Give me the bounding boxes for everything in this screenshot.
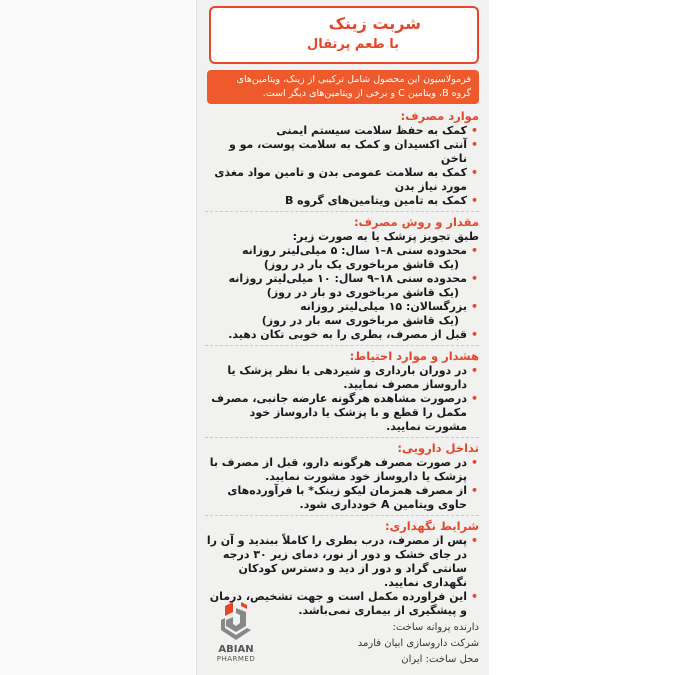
warnings-heading: هشدار و موارد احتیاط: bbox=[349, 349, 479, 363]
storage-item: • این فراورده مکمل است و جهت تشخیص، درمان و پیشگیری از بیماری نمی‌باشد. bbox=[205, 590, 479, 618]
interaction-item: • از مصرف همزمان لیکو زینک* با فرآورده‌های حاوی ویتامین A خودداری شود. bbox=[205, 484, 479, 512]
product-subtitle: با طعم پرتقال bbox=[307, 37, 399, 52]
dosage-item-note: (یک قاشق مرباخوری سه بار در روز) bbox=[261, 314, 459, 327]
left-background bbox=[0, 0, 196, 675]
product-leaflet bbox=[196, 0, 490, 675]
logo-subtitle: PHARMED bbox=[216, 655, 256, 663]
usage-item: • کمک به سلامت عمومی بدن و تامین مواد مغذی مورد نیاز بدن bbox=[205, 166, 479, 194]
divider bbox=[205, 437, 479, 438]
dosage-item: • بزرگسالان: ۱۵ میلی‌لیتر روزانه bbox=[205, 300, 479, 314]
usage-heading: موارد مصرف: bbox=[400, 109, 479, 123]
license-holder-label: دارنده پروانه ساخت: bbox=[392, 622, 479, 633]
warning-item: • درصورت مشاهده هرگونه عارضه جانبی، مصرف مکمل را قطع و با پزشک یا داروساز خود مشورت نمایید. bbox=[205, 392, 479, 434]
manufacturer-info bbox=[358, 620, 479, 668]
storage-heading: شرایط نگهداری: bbox=[385, 519, 479, 533]
place-of-manufacture: محل ساخت: ایران bbox=[401, 654, 479, 665]
dosage-item: • قبل از مصرف، بطری را به خوبی تکان دهید. bbox=[205, 328, 479, 342]
interaction-item: • در صورت مصرف هرگونه دارو، قبل از مصرف با پزشک یا داروساز خود مشورت نمایید. bbox=[205, 456, 479, 484]
dosage-intro: طبق تجویز پزشک یا به صورت زیر: bbox=[292, 230, 479, 243]
divider bbox=[205, 211, 479, 212]
divider bbox=[205, 345, 479, 346]
right-background bbox=[489, 0, 675, 675]
formulation-banner bbox=[207, 70, 479, 104]
abian-pharmed-logo bbox=[211, 598, 261, 670]
title-box bbox=[209, 6, 479, 64]
usage-item: • آنتی اکسیدان و کمک به سلامت پوست، مو و ناخن bbox=[205, 138, 479, 166]
usage-item: • کمک به حفظ سلامت سیستم ایمنی bbox=[205, 124, 479, 138]
dosage-item: • محدوده سنی ۸–۱ سال: ۵ میلی‌لیتر روزانه bbox=[205, 244, 479, 258]
interactions-heading: تداخل دارویی: bbox=[397, 441, 479, 455]
usage-item: • کمک به تامین ویتامین‌های گروه B bbox=[205, 194, 479, 208]
dosage-heading: مقدار و روش مصرف: bbox=[354, 215, 479, 229]
logo-wordmark: ABIAN bbox=[218, 644, 254, 655]
dosage-item-note: (یک قاشق مرباخوری دو بار در روز) bbox=[266, 286, 459, 299]
warning-item: • در دوران بارداری و شیردهی با نظر پزشک یا داروساز مصرف نمایید. bbox=[205, 364, 479, 392]
company-name: شرکت داروسازی ابیان فارمد bbox=[357, 638, 479, 649]
dosage-item-note: (یک قاشق مرباخوری یک بار در روز) bbox=[263, 258, 459, 271]
divider bbox=[205, 515, 479, 516]
logo-mark-icon bbox=[211, 598, 261, 644]
dosage-item: • محدوده سنی ۱۸–۹ سال: ۱۰ میلی‌لیتر روزانه bbox=[205, 272, 479, 286]
storage-item: • پس از مصرف، درب بطری را کاملاً ببندید و آن را در جای خشک و دور از نور، دمای زیر ۳۰ درجه سانتی گراد و دور از دید و دسترس کودکان نگهداری نمایید. bbox=[205, 534, 479, 590]
leaflet-content bbox=[205, 106, 479, 618]
product-title: شربت زینک bbox=[328, 14, 421, 33]
formulation-text: فرمولاسیون این محصول شامل ترکیبی از زینک، ویتامین‌های گروه B، ویتامین C و برخی از ویتامین‌های دیگر است. bbox=[236, 74, 471, 99]
